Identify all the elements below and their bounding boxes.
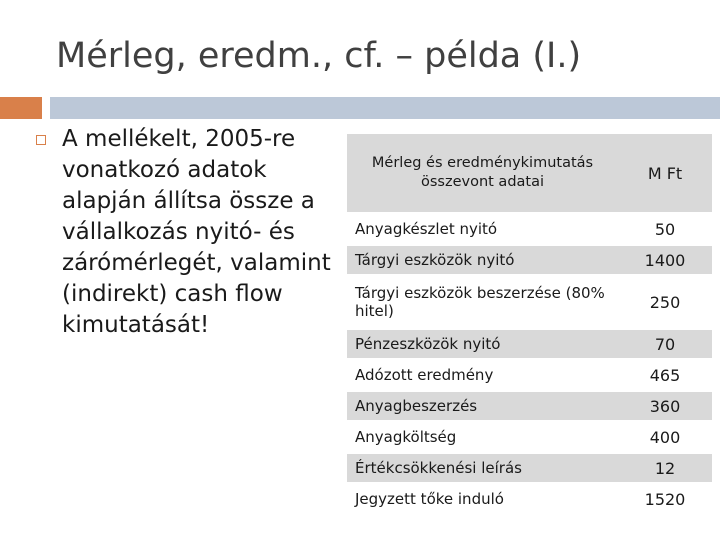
row-value: 1400 — [618, 246, 712, 274]
accent-bar — [50, 97, 720, 119]
bullet-square-icon — [36, 135, 46, 145]
table-header-row — [347, 134, 712, 212]
row-value: 400 — [618, 423, 712, 451]
accent-block — [0, 97, 42, 119]
row-label: Anyagbeszerzés — [347, 392, 618, 420]
row-value: 250 — [618, 277, 712, 327]
row-label: Anyagköltség — [347, 423, 618, 451]
row-label: Pénzeszközök nyitó — [347, 330, 618, 358]
row-value: 1520 — [618, 485, 712, 513]
row-label: Anyagkészlet nyitó — [347, 215, 618, 243]
table-row — [347, 454, 712, 482]
row-label: Tárgyi eszközök beszerzése (80% hitel) — [347, 277, 618, 327]
table-row — [347, 485, 712, 513]
table-row — [347, 423, 712, 451]
table-row — [347, 361, 712, 389]
row-label: Tárgyi eszközök nyitó — [347, 246, 618, 274]
table-row — [347, 330, 712, 358]
row-value: 465 — [618, 361, 712, 389]
slide-title: Mérleg, eredm., cf. – példa (I.) — [56, 36, 582, 76]
row-value: 12 — [618, 454, 712, 482]
data-table — [347, 131, 712, 516]
table-row — [347, 246, 712, 274]
table-row — [347, 215, 712, 243]
table-header-label: Mérleg és eredménykimutatás összevont adatai — [347, 134, 618, 212]
row-value: 70 — [618, 330, 712, 358]
row-label: Adózott eredmény — [347, 361, 618, 389]
table-row — [347, 277, 712, 327]
bullet-text: A mellékelt, 2005-re vonatkozó adatok alapján állítsa össze a vállalkozás nyitó- és zárómérlegét, valamint (indirekt) cash flow kimutatását! — [62, 126, 331, 338]
table-row — [347, 392, 712, 420]
row-value: 360 — [618, 392, 712, 420]
row-label: Értékcsökkenési leírás — [347, 454, 618, 482]
row-value: 50 — [618, 215, 712, 243]
table-header-unit: M Ft — [618, 134, 712, 212]
row-label: Jegyzett tőke induló — [347, 485, 618, 513]
